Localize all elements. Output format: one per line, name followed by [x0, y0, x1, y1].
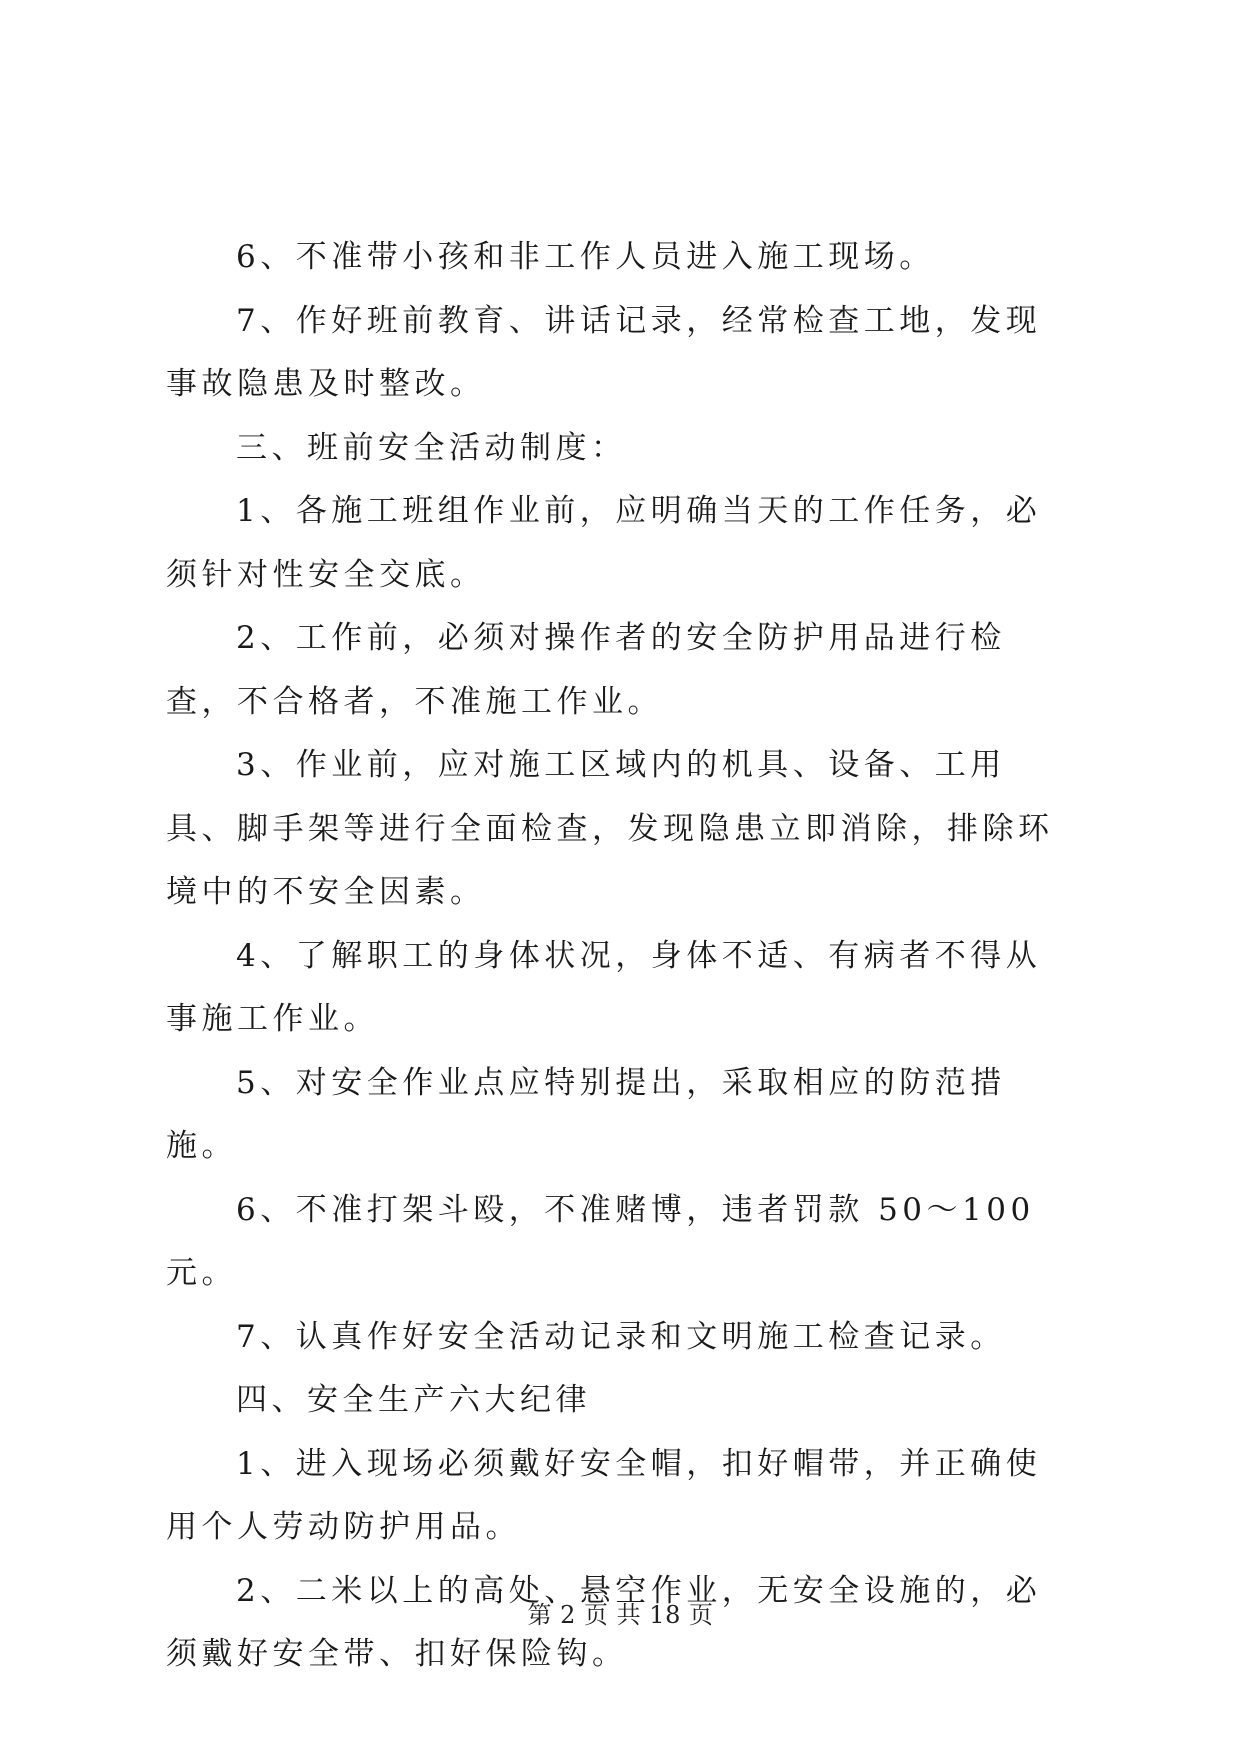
paragraph-equipment-inspection: 3、作业前，应对施工区域内的机具、设备、工用具、脚手架等进行全面检查，发现隐患立即消除，排除环境中的不安全因素。: [166, 747, 1054, 910]
paragraph-prohibit-children: 6、不准带小孩和非工作人员进入施工现场。: [236, 239, 935, 275]
paragraph-safety-helmet: 1、进入现场必须戴好安全帽，扣好帽带，并正确使用个人劳动防护用品。: [166, 1445, 1042, 1545]
paragraph-ppe-check: 2、工作前，必须对操作者的安全防护用品进行检查，不合格者，不准施工作业。: [166, 620, 1006, 720]
paragraph-pre-shift-education: 7、作好班前教育、讲话记录，经常检查工地，发现事故隐患及时整改。: [166, 302, 1042, 402]
paragraph-no-fighting: 6、不准打架斗殴，不准赌博，违者罚款 50～100 元。: [166, 1191, 1035, 1291]
section-heading-pre-shift-safety: 三、班前安全活动制度：: [236, 429, 627, 466]
paragraph-worker-health: 4、了解职工的身体状况，身体不适、有病者不得从事施工作业。: [166, 937, 1042, 1037]
document-body: [166, 226, 1074, 1687]
paragraph-special-points: 5、对安全作业点应特别提出，采取相应的防范措施。: [166, 1064, 1006, 1164]
section-heading-six-disciplines: 四、安全生产六大纪律: [236, 1382, 591, 1418]
paragraph-task-briefing: 1、各施工班组作业前，应明确当天的工作任务，必须针对性安全交底。: [166, 493, 1042, 593]
paragraph-safety-belt: 2、二米以上的高处、悬空作业，无安全设施的，必须戴好安全带、扣好保险钩。: [166, 1572, 1042, 1672]
page-footer: 第 2 页 共 18 页: [527, 1601, 714, 1629]
paragraph-activity-records: 7、认真作好安全活动记录和文明施工检查记录。: [236, 1318, 1006, 1355]
